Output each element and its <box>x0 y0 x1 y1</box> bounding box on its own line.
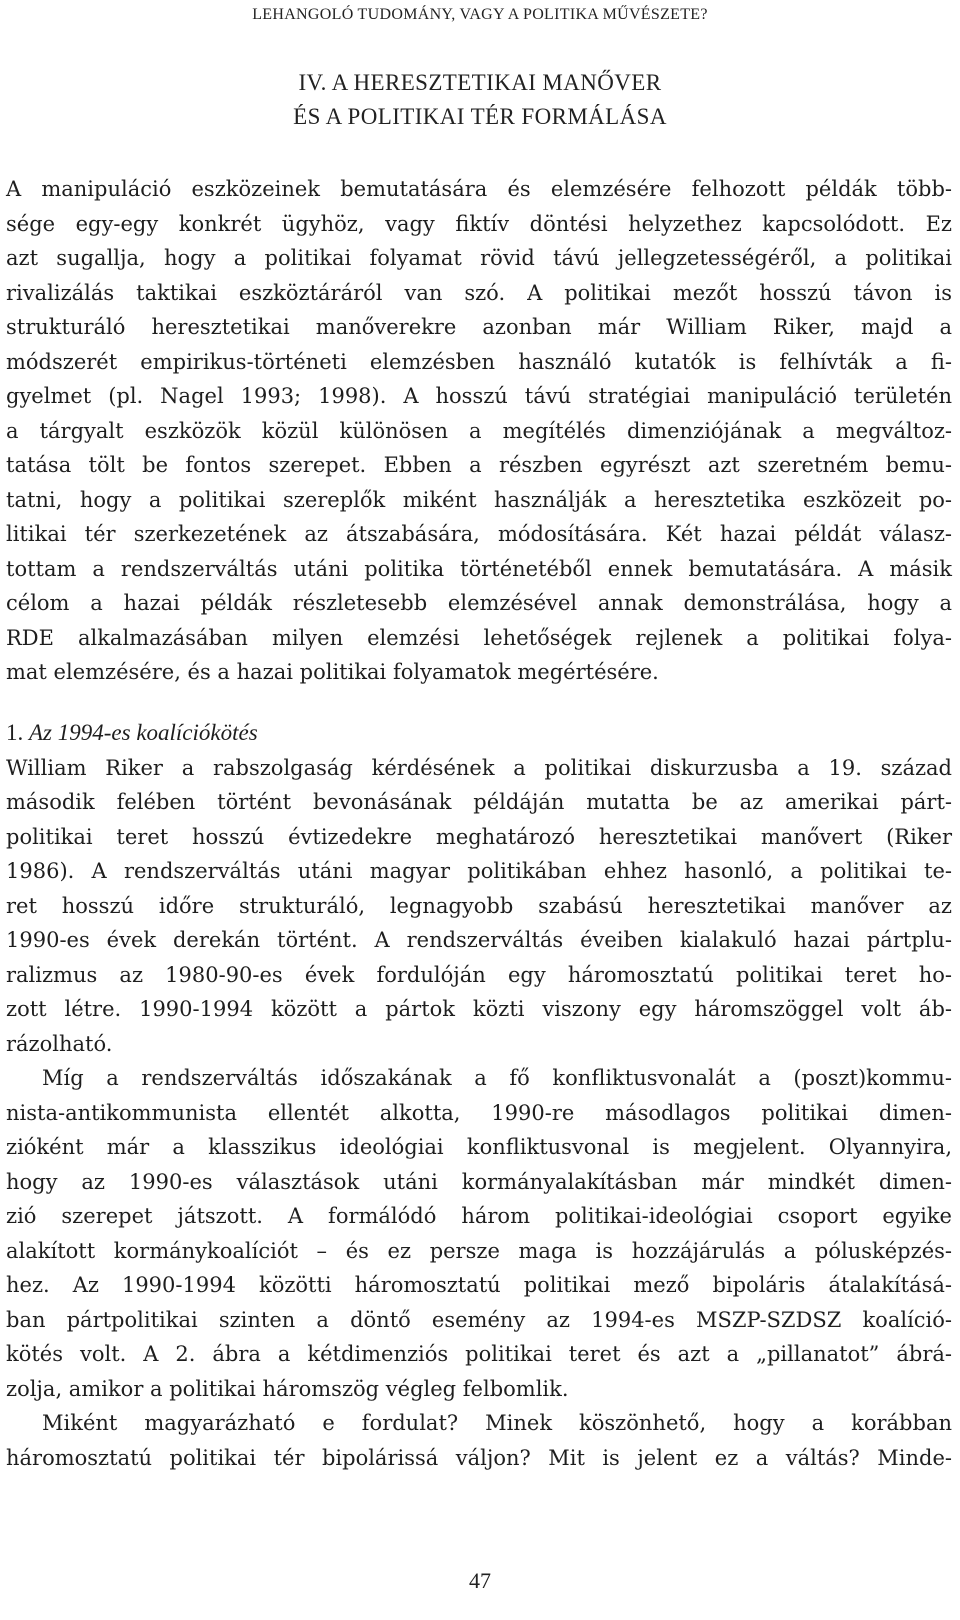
text-line: RDE alkalmazásában milyen elemzési lehetőségek rejlenek a politikai folya- <box>6 625 952 650</box>
text-line: hogy az 1990-es választások utáni kormányalakításban már mindkét dimen- <box>6 1169 952 1194</box>
text-line: rázolható. <box>6 1031 113 1056</box>
text-line: tatni, hogy a politikai szereplők miként használják a heresztetika eszközeit po- <box>6 487 952 512</box>
intro-paragraph <box>6 172 952 690</box>
section-heading <box>6 716 952 751</box>
text-line: Miként magyarázható e fordulat? Minek köszönhető, hogy a korábban <box>42 1411 952 1435</box>
text-line: második felében történt bevonásának példáján mutatta be az amerikai párt- <box>6 790 952 814</box>
text-line: zióként már a klasszikus ideológiai konfliktusvonal is megjelent. Olyannyira, <box>6 1135 952 1159</box>
text-line: strukturáló heresztetikai manőverekre azonban már William Riker, majd a <box>6 315 952 339</box>
chapter-heading <box>0 66 960 134</box>
section-title: Az 1994-es koalíciókötés <box>29 720 258 745</box>
text-line: gyelmet (pl. Nagel 1993; 1998). A hosszú távú stratégiai manipuláció területén <box>6 384 952 408</box>
text-line: zott létre. 1990-1994 között a pártok közti viszony egy háromszöggel volt áb- <box>6 997 952 1021</box>
text-line: 1986). A rendszerváltás utáni magyar politikában ehhez hasonló, a politikai te- <box>6 859 952 883</box>
text-line: kötés volt. A 2. ábra a kétdimenziós politikai teret és azt a „pillanatot” ábrá- <box>6 1342 952 1366</box>
text-line: zolja, amikor a politikai háromszög végleg felbomlik. <box>6 1376 569 1401</box>
text-line: célom a hazai példák részletesebb elemzésével annak demonstrálása, hogy a <box>6 591 952 615</box>
text-line: tottam a rendszerváltás utáni politika történetéből ennek bemutatására. A másik <box>6 556 952 581</box>
text-line: ban pártpolitikai szinten a döntő esemény az 1994-es MSZP-SZDSZ koalíció- <box>6 1307 952 1332</box>
text-line: alakított kormánykoalíciót – és ez persze maga is hozzájárulás a pólusképzés- <box>6 1238 952 1263</box>
text-line: ralizmus az 1980-90-es évek fordulóján egy háromosztatú politikai teret ho- <box>6 962 952 987</box>
text-line: háromosztatú politikai tér bipolárissá váljon? Mit is jelent ez a váltás? Minde- <box>6 1445 952 1470</box>
text-line: William Riker a rabszolgaság kérdésének a politikai diskurzusba a 19. század <box>6 755 952 780</box>
chapter-title-line-2: ÉS A POLITIKAI TÉR FORMÁLÁSA <box>293 104 667 129</box>
text-line: rivalizálás taktikai eszköztáráról van szó. A politikai mezőt hosszú távon is <box>6 280 952 305</box>
text-line: litikai tér szerkezetének az átszabására, módosítására. Két hazai példát válasz- <box>6 522 952 546</box>
text-line: tatása tölt be fontos szerepet. Ebben a részben egyrészt azt szeretném bemu- <box>6 453 952 477</box>
page-number: 47 <box>469 1568 491 1593</box>
text-line: A manipuláció eszközeinek bemutatására és elemzésére felhozott példák több- <box>6 177 952 201</box>
section-number: 1. <box>6 720 24 745</box>
text-line: Míg a rendszerváltás időszakának a fő konfliktusvonalát a (poszt)kommu- <box>42 1066 952 1090</box>
text-line: politikai teret hosszú évtizedekre meghatározó heresztetikai manővert (Riker <box>6 824 952 849</box>
text-line: módszerét empirikus-történeti elemzésben használó kutatók is felhívták a fi- <box>6 349 952 374</box>
text-line: hez. Az 1990-1994 közötti háromosztatú politikai mező bipoláris átalakításá- <box>6 1273 952 1297</box>
section-block <box>6 716 952 1475</box>
text-line: a tárgyalt eszközök közül különösen a megítélés dimenziójának a megváltoz- <box>6 418 952 443</box>
text-line: mat elemzésére, és a hazai politikai folyamatok megértésére. <box>6 660 659 684</box>
text-line: zió szerepet játszott. A formálódó három politikai-ideológiai csoport egyike <box>6 1204 952 1228</box>
running-header: LEHANGOLÓ TUDOMÁNY, VAGY A POLITIKA MŰVÉSZETE? <box>252 6 708 23</box>
text-line: ret hosszú időre strukturáló, legnagyobb szabású heresztetikai manőver az <box>6 893 952 918</box>
text-line: nista-antikommunista ellentét alkotta, 1990-re másodlagos politikai dimen- <box>6 1100 952 1125</box>
chapter-title-line-1: IV. A HERESZTETIKAI MANŐVER <box>298 70 662 95</box>
text-line: azt sugallja, hogy a politikai folyamat rövid távú jellegzetességéről, a politikai <box>6 246 952 270</box>
text-line: sége egy-egy konkrét ügyhöz, vagy fiktív döntési helyzethez kapcsolódott. Ez <box>6 211 952 236</box>
text-line: 1990-es évek derekán történt. A rendszerváltás éveiben kialakuló hazai pártplu- <box>6 928 952 952</box>
